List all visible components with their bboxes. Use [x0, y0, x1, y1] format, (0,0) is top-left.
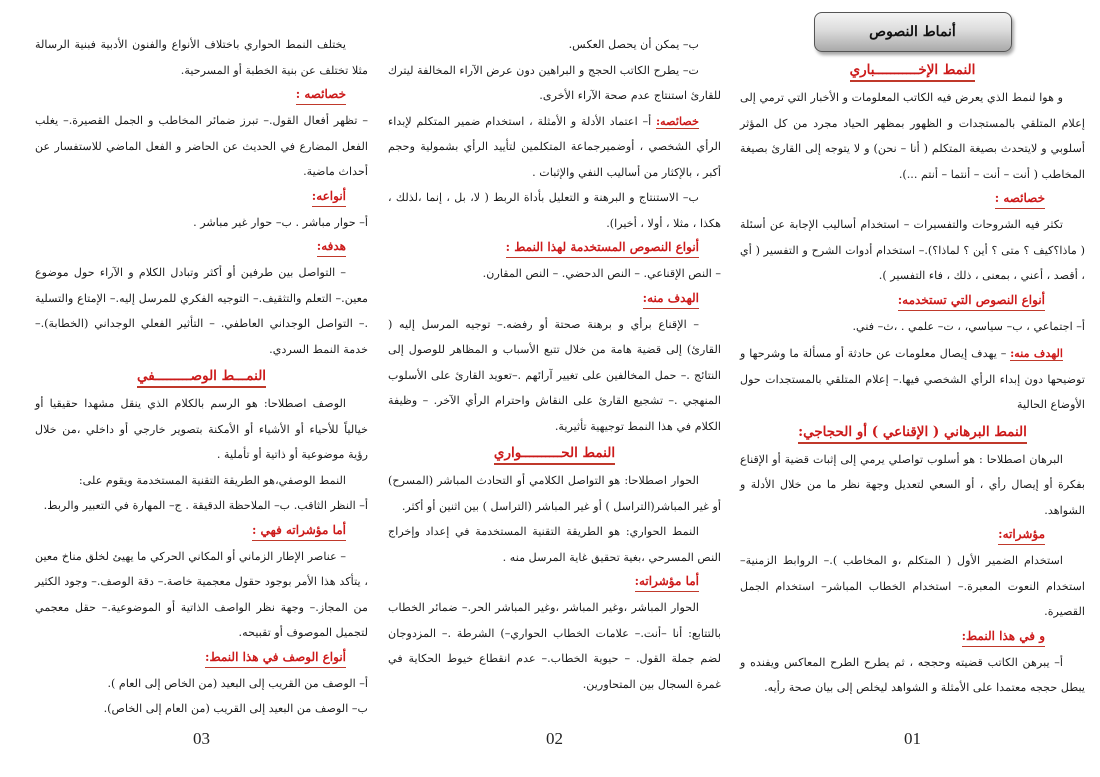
paragraph-argumentative: البرهان اصطلاحا : هو أسلوب تواصلي يرمي إلى إثبات قضية أو الإقناع بفكرة أو إيصال رأي ، أو السعي لتعديل وجهة نظر ما من خلال الأدلة و الشواهد. — [740, 452, 1085, 517]
paragraph-types: أ– حوار مباشر . ب– حوار غير مباشر . — [193, 215, 368, 229]
heading-descriptive: النمـــط الوصـــــــــفي — [35, 366, 368, 388]
heading-goal: الهدف منه: — [388, 288, 721, 309]
paragraph-features: تكثر فيه الشروحات والتفسيرات – استخدام أساليب الإجابة عن أسئلة ( ماذا؟كيف ؟ متى ؟ أين ؟ لماذا؟).– استخدام أدوات الشرح و التفسير ( أي ، أقصد ، أعني ، بمعنى ، ذلك ، فاء التفسير ). — [740, 218, 1085, 282]
page-03-content — [35, 32, 368, 722]
goal-label: الهدف منه: — [1010, 346, 1063, 360]
paragraph-in-this-style: أ– يبرهن الكاتب قضيته وحججه ، ثم يطرح الطرح المعاكس ويفنده و يبطل حججه معتمدا على الأمثلة و الشواهد ليخلص إلى بيان صحة رأيه. — [740, 655, 1085, 694]
paragraph-indicators: الحوار المباشر ،وغير المباشر ،وغير المباشر الحر.– ضمائر الخطاب بالتتابع: أنا –أنت.– علامات الخطاب الحواري–) الشرطة .– المزدوجان لضم جملة القول. – حيوية الخطاب.– عدم انقطاع خيوط الحكاية في غمرة السجال بين المتحاورين. — [388, 601, 721, 691]
heading-text-types: أنواع النصوص المستخدمة لهذا النمط : — [388, 237, 721, 258]
heading-informative: النمط الإخـــــــــــباري — [740, 60, 1085, 82]
paragraph-features-b: ب– الاستنتاج و البرهنة و التعليل بأداة الربط ( لا، بل ، إنما ،لذلك ، هكذا ، مثلا ، أولا ، أخيرا). — [388, 191, 721, 230]
heading-indicators: أما مؤشراته فهي : — [35, 520, 368, 541]
heading-in-this-style: و في هذا النمط: — [740, 626, 1085, 647]
paragraph-text-types: – النص الإقناعي. – النص الدحضي. – النص المقارن. — [482, 267, 721, 280]
paragraph-intro: يختلف النمط الحواري باختلاف الأنواع والفنون الأدبية فبنية الرسالة مثلا تختلف عن بنية الخطبة أو المسرحية. — [35, 38, 368, 77]
paragraph-description-type-b: ب– الوصف من البعيد إلى القريب (من العام إلى الخاص). — [103, 702, 368, 715]
heading-features: خصائصه : — [35, 84, 368, 105]
heading-indicators: أما مؤشراته: — [388, 571, 721, 592]
heading-argumentative: النمط البرهاني ( الإقناعي ) أو الحجاجي: — [740, 422, 1085, 444]
paragraph-features: – تظهر أفعال القول.– تبرز ضمائر المخاطب و الجمل القصيرة.– يغلب الفعل المضارع في الحديث عن الحاضر و الفعل الماضي للاستفسار عن أحداث ماضية. — [35, 114, 368, 178]
paragraph-goal: الهدف منه: – يهدف إيصال معلومات عن حادثة أو مسألة ما وشرحها و توضيحها دون إبداء الرأي الشخصي فيها.– إعلام المتلقي بالمستجدات حول الأوضاع الحالية — [740, 346, 1085, 411]
paragraph-description-type-a: أ– الوصف من القريب إلى البعيد (من الخاص إلى العام ). — [107, 676, 368, 690]
page-01 — [740, 0, 1085, 777]
paragraph-features-a: خصائصه: أ– اعتماد الأدلة و الأمثلة ، استخدام ضمير المتكلم لإبداء الرأي الشخصي ، أوضميرجماعة المتكلمين لتأييد الرأي بشمولية وحجم أكبر ، بالإكثار من أساليب النفي والإثبات . — [388, 113, 721, 179]
page-02-content — [388, 32, 721, 697]
page-number: 02 — [546, 729, 563, 748]
paragraph-text-types: أ– اجتماعي ، ب– سياسي، ، ت– علمي . ،ث– فني. — [852, 319, 1085, 333]
paragraph-indicators: استخدام الضمير الأول ( المتكلم ،و المخاطب ).– الروابط الزمنية– استخدام النعوت المعبرة.– استخدام الخطاب المباشر– استخدام الجمل القصيرة. — [740, 554, 1085, 618]
heading-features: خصائصه : — [740, 188, 1085, 209]
document-title: أنماط النصوص — [869, 24, 956, 40]
heading-text-types: أنواع النصوص التي تستخدمه: — [740, 290, 1085, 311]
page-02 — [388, 0, 721, 777]
heading-types: أنواعه: — [35, 186, 368, 207]
paragraph-dialogue-definition: الحوار اصطلاحا: هو التواصل الكلامي أو التحادث المباشر (المسرح) أو غير المباشر(التراسل ) أو غير المباشر (التراسل ) بين اثنين أو أكثر. — [388, 474, 721, 513]
heading-goal: هدفه: — [35, 236, 368, 257]
page-03 — [35, 0, 368, 777]
paragraph-descriptive-style: النمط الوصفي،هو الطريقة التقنية المستخدمة ويقوم على: — [78, 473, 346, 487]
page-number: 01 — [904, 729, 921, 748]
paragraph-descriptive-definition: الوصف اصطلاحا: هو الرسم بالكلام الذي ينقل مشهدا حقيقيا أو خيالياً للأحياء أو الأشياء أو الأمكنة بتصوير خارجي أو داخلي ،من خلال رؤية موضوعية أو ذاتية أو تأملية . — [35, 397, 368, 461]
page-number: 03 — [193, 729, 210, 748]
paragraph-goal: – التواصل بين طرفين أو أكثر وتبادل الكلام و الآراء حول موضوع معين.– التعلم والتثقيف.– التوجيه الفكري للمرسل إليه.– الإمتاع والتسلية .– التواصل الوجداني العاطفي. – التأثير الفعلي الوجداني (الخطابة).– خدمة النمط السردي. — [35, 266, 368, 356]
heading-dialogue: النمط الحــــــــــواري — [388, 443, 721, 465]
title-box — [814, 12, 1012, 52]
heading-indicators: مؤشراته: — [740, 524, 1085, 545]
paragraph-dialogue-style: النمط الحواري: هو الطريقة التقنية المستخدمة في إعداد وإخراج النص المسرحي ،بغية تحقيق غاية المرسل منه . — [388, 525, 721, 564]
features-label: خصائصه: — [656, 113, 699, 128]
paragraph-descriptive-list: أ– النظر الثاقب. ب– الملاحظة الدقيقة . ج– المهارة في التعبير والربط. — [43, 499, 368, 512]
paragraph-indicators: – عناصر الإطار الزماني أو المكاني الحركي ما يهيئ لخلق مناخ معين ، يتأكد هذا الأمر بوجود حقول معجمية خاصة.– دقة الوصف.– وجود الكثير من المجاز.– وجهة نظر الواصف الذاتية أو الموضوعية.– حقل معجمي لتجميل الموصوف أو تقبيحه. — [35, 549, 368, 639]
paragraph-goal: – الإقناع برأي و برهنة صحتة أو رفضه.– توجيه المرسل إليه ( القارئ) إلى قضية هامة من خلال تتبع الأسباب و المظاهر للوصول إلى النتائج .– حمل المخالفين على تغيير آرائهم .–تعويد القارئ على الأسلوب المنهجي .– تشجيع القارئ على النقاش واحترام الرأي الآخر. – وظيفة الكلام في هذا النمط توجيهية تأثيرية. — [388, 317, 721, 433]
paragraph-item-t: ت– يطرح الكاتب الحجج و البراهين دون عرض الآراء المخالفة ليترك للقارئ استنتاج عدم صحة الآراء الأخرى. — [388, 63, 721, 102]
heading-description-types: أنواع الوصف في هذا النمط: — [35, 647, 368, 668]
paragraph-informative: و هوا لنمط الذي يعرض فيه الكاتب المعلومات و الأخبار التي ترمي إلى إعلام المتلقي بالمستجدات و الظهور بمظهر الحياد مجرد من كل المؤثر أسلوبي و لايتحدث بصيغة المتكلم ( أنا – نحن) و لا يتوجه إلى القارئ بصيغة المخاطب ( أنت – أنت – أنتما – أنتم ...). — [740, 91, 1085, 181]
paragraph-item-b: ب– يمكن أن يحصل العكس. — [568, 38, 699, 51]
